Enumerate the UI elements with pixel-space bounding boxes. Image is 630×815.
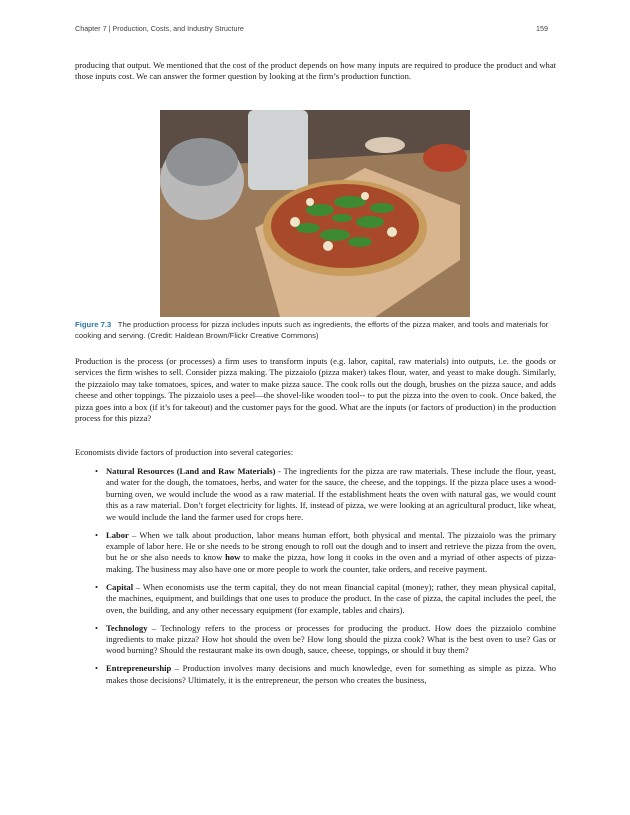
list-item: • Entrepreneurship – Production involves many decisions and much knowledge, even for something as simple as pizza. Who makes those decisions? Ultimately, it is the entrepreneur, the person who creates the business,	[95, 663, 556, 686]
factor-term: Natural Resources (Land and Raw Materials)	[106, 466, 276, 476]
list-item: • Natural Resources (Land and Raw Materials) - The ingredients for the pizza are raw materials. These include the flour, yeast, and water for the dough, the tomatoes, herbs, and water for the sauce, the cheese, and the toppings. If the pizza place uses a wood-burning oven, we would include the wood as a raw material. If the establishment heats the oven with natural gas, we would count this as a raw material. Don’t forget electricity for lights. If, instead of pizza, we were looking at an agricultural product, like wheat, we would include the land the farmer used for crops here.	[95, 466, 556, 523]
factor-term: Entrepreneurship	[106, 663, 172, 674]
running-header: Chapter 7 | Production, Costs, and Industry Structure	[75, 24, 244, 33]
factor-term: Technology	[106, 622, 148, 633]
figure-caption-text: The production process for pizza includes inputs such as ingredients, the efforts of the pizza maker, and tools and materials for cooking and serving. (Credit: Haldean Brown/Flickr Creative Commons)	[75, 320, 549, 340]
list-item: • Labor – When we talk about production, labor means human effort, both physical and mental. The pizzaiolo was the primary example of labor here. He or she needs to be strong enough to roll out the dough and to insert and retrieve the pizza from the oven, but he or she also needs to know how to make the pizza, how long it cooks in the oven and a myriad of other aspects of pizza-making. The business may also have one or more people to work the counter, take orders, and receive payment.	[95, 530, 556, 576]
factors-intro: Economists divide factors of production into several categories:	[75, 447, 294, 457]
figure-caption	[75, 320, 556, 341]
photo-sauce-bowl	[423, 144, 467, 172]
production-paragraph: Production is the process (or processes) a firm uses to transform inputs (e.g. labor, capital, raw materials) into outputs, i.e. the goods or services the firm wishes to sell. Consider pizza making. The pizzaiolo (pizza maker) takes flour, water, and yeast to make dough. Similarly, the pizzaiolo may take tomatoes, spices, and water to make pizza sauce. The cook rolls out the dough, brushes on the pizza sauce, and adds cheese and other toppings. The pizzaiolo uses a peel—the shovel-like wooden tool-- to put the pizza into the oven to cook. Once baked, the pizza goes into a box (if it’s for takeout) and the customer pays for the good. What are the inputs (or factors of production) in the production process for this pizza?	[75, 356, 556, 424]
photo-flour-container	[248, 110, 308, 190]
list-item: • Capital – When economists use the term capital, they do not mean financial capital (money); rather, they mean physical capital, the machines, equipment, and buildings that one uses to produce the product. In the case of pizza, the capital includes the peel, the oven, the building, and any other necessary equipment (for example, tables and chairs).	[95, 582, 556, 616]
list-item: • Technology – Technology refers to the process or processes for producing the product. How does the pizzaiolo combine ingredients to make pizza? How hot should the oven be? How long should the pizza cook? What is the best oven to use? Gas or wood burning? Should the restaurant make its own dough, sauce, cheese, toppings, or should it buy them?	[95, 623, 556, 657]
factor-term: Labor	[106, 529, 129, 540]
factor-term: Capital	[106, 581, 134, 592]
emphasis-how: how	[225, 552, 241, 563]
factors-of-production-list	[95, 466, 556, 693]
figure-label: Figure 7.3	[75, 320, 112, 329]
photo-plate	[365, 137, 405, 153]
intro-paragraph: producing that output. We mentioned that the cost of the product depends on how many inputs are required to produce the product and what those inputs cost. We can answer the former question by looking at the firm’s production function.	[75, 60, 556, 82]
pizza-photo	[160, 110, 470, 317]
page-number: 159	[536, 24, 548, 33]
